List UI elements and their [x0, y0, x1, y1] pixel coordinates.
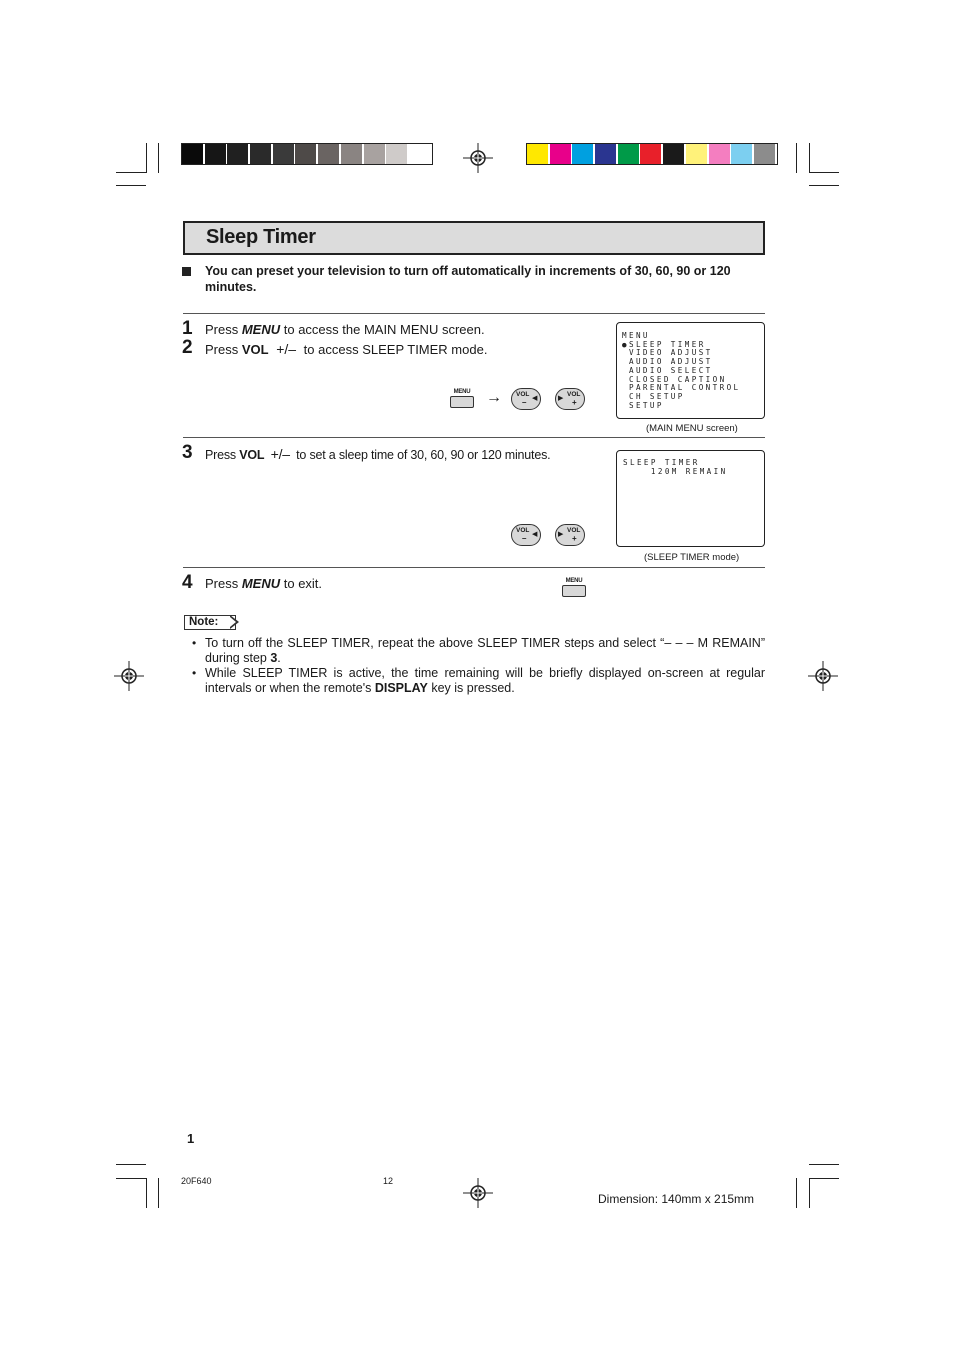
color-swatch	[686, 144, 707, 164]
main-menu-caption: (MAIN MENU screen)	[646, 423, 738, 434]
step-number: 4	[182, 572, 193, 593]
vol-minus-button-illustration: VOL – ◀	[511, 388, 541, 410]
color-swatch	[663, 144, 684, 164]
step-number: 3	[182, 442, 193, 463]
crop-mark	[796, 143, 797, 173]
menu-key-icon	[562, 585, 586, 597]
screen-line: CLOSED CAPTION	[622, 374, 727, 384]
crop-mark	[116, 172, 146, 173]
divider	[183, 437, 765, 438]
page-title: Sleep Timer	[206, 226, 316, 248]
crop-mark	[116, 1178, 146, 1179]
registration-mark-icon	[463, 1178, 493, 1208]
crop-mark	[146, 1178, 147, 1208]
color-swatch	[295, 144, 316, 164]
crop-mark	[809, 143, 810, 173]
note-item: To turn off the SLEEP TIMER, repeat the above SLEEP TIMER steps and select “– – – M REMAIN” during step 3.	[205, 636, 765, 665]
crop-mark	[809, 185, 839, 186]
color-swatch	[318, 144, 339, 164]
section-title-box	[183, 221, 765, 255]
color-swatch	[364, 144, 385, 164]
note-item: While SLEEP TIMER is active, the time remaining will be briefly displayed on-screen at regular intervals or when the remote's DISPLAY key is pressed.	[205, 666, 765, 695]
note-arrow-icon	[230, 615, 239, 629]
sleep-timer-screen	[616, 450, 765, 547]
registration-mark-icon	[114, 661, 144, 691]
color-swatch	[409, 144, 430, 164]
crop-mark	[146, 143, 147, 173]
screen-lines	[623, 459, 728, 476]
vol-key-label: VOL	[239, 448, 265, 462]
color-swatch	[754, 144, 775, 164]
note-label: Note:	[184, 615, 236, 630]
crop-mark	[158, 143, 159, 173]
screen-line: VIDEO ADJUST	[622, 348, 713, 358]
color-swatch	[572, 144, 593, 164]
triangle-right-icon: ▶	[558, 531, 564, 538]
screen-line: AUDIO ADJUST	[622, 357, 713, 367]
step-3-text: Press VOL +/– to set a sleep time of 30, 60, 90 or 120 minutes.	[205, 446, 551, 462]
step-number: 1	[182, 318, 193, 339]
menu-button-illustration: MENU	[562, 578, 586, 597]
step-4-text: Press MENU to exit.	[205, 576, 323, 591]
divider	[183, 567, 765, 568]
color-swatch	[550, 144, 571, 164]
footer-dimension: Dimension: 140mm x 215mm	[598, 1192, 755, 1206]
menu-key-label: MENU	[241, 576, 281, 591]
triangle-right-icon: ▶	[558, 395, 564, 402]
page-number: 1	[187, 1131, 195, 1146]
color-swatch	[527, 144, 548, 164]
square-bullet-icon	[182, 267, 191, 276]
triangle-left-icon: ◀	[532, 531, 538, 538]
vol-plus-button-illustration: ▶ VOL +	[555, 524, 585, 546]
sleep-timer-caption: (SLEEP TIMER mode)	[644, 552, 740, 563]
divider	[183, 313, 765, 314]
menu-key-label: MENU	[241, 322, 281, 337]
vol-plus-button-illustration: ▶ VOL +	[555, 388, 585, 410]
color-swatch	[182, 144, 203, 164]
screen-line: SETUP	[622, 400, 664, 410]
plus-minus-symbol: +/–	[276, 341, 297, 357]
footer-sheet: 12	[383, 1176, 394, 1186]
intro-text: You can preset your television to turn off automatically in increments of 30, 60, 90 or 120 minutes.	[205, 264, 731, 294]
color-calibration-bar	[526, 143, 778, 165]
color-swatch	[227, 144, 248, 164]
step-number: 2	[182, 337, 193, 358]
screen-line: MENU	[622, 331, 650, 340]
screen-line: CH SETUP	[622, 391, 685, 401]
triangle-left-icon: ◀	[532, 395, 538, 402]
crop-mark	[116, 1164, 146, 1165]
plus-minus-symbol: +/–	[270, 446, 290, 462]
screen-line: PARENTAL CONTROL	[622, 383, 741, 393]
screen-line: 120M REMAIN	[623, 466, 728, 476]
crop-mark	[158, 1178, 159, 1208]
step-2-text: Press VOL +/– to access SLEEP TIMER mode.	[205, 341, 488, 357]
screen-line: ●SLEEP TIMER	[622, 339, 706, 349]
crop-mark	[796, 1178, 797, 1208]
menu-button-illustration: MENU	[450, 389, 474, 408]
step-1-text: Press MENU to access the MAIN MENU screen.	[205, 322, 485, 337]
color-swatch	[341, 144, 362, 164]
main-menu-screen	[616, 322, 765, 419]
arrow-right-icon: →	[486, 389, 502, 406]
crop-mark	[809, 172, 839, 173]
screen-line: SLEEP TIMER	[623, 458, 700, 467]
color-swatch	[731, 144, 752, 164]
screen-line: AUDIO SELECT	[622, 365, 713, 375]
color-swatch	[709, 144, 730, 164]
crop-mark	[809, 1164, 839, 1165]
bullet-icon: •	[192, 666, 197, 680]
screen-lines	[622, 332, 741, 410]
color-swatch	[250, 144, 271, 164]
vol-minus-button-illustration: VOL – ◀	[511, 524, 541, 546]
footer-model: 20F640	[181, 1176, 212, 1186]
grayscale-calibration-bar	[181, 143, 433, 165]
crop-mark	[809, 1178, 810, 1208]
color-swatch	[205, 144, 226, 164]
vol-key-label: VOL	[241, 342, 269, 357]
crop-mark	[809, 1178, 839, 1179]
color-swatch	[640, 144, 661, 164]
registration-mark-icon	[463, 143, 493, 173]
crop-mark	[116, 185, 146, 186]
bullet-icon: •	[192, 636, 197, 650]
menu-key-icon	[450, 396, 474, 408]
registration-mark-icon	[808, 661, 838, 691]
color-swatch	[386, 144, 407, 164]
color-swatch	[273, 144, 294, 164]
color-swatch	[595, 144, 616, 164]
color-swatch	[618, 144, 639, 164]
